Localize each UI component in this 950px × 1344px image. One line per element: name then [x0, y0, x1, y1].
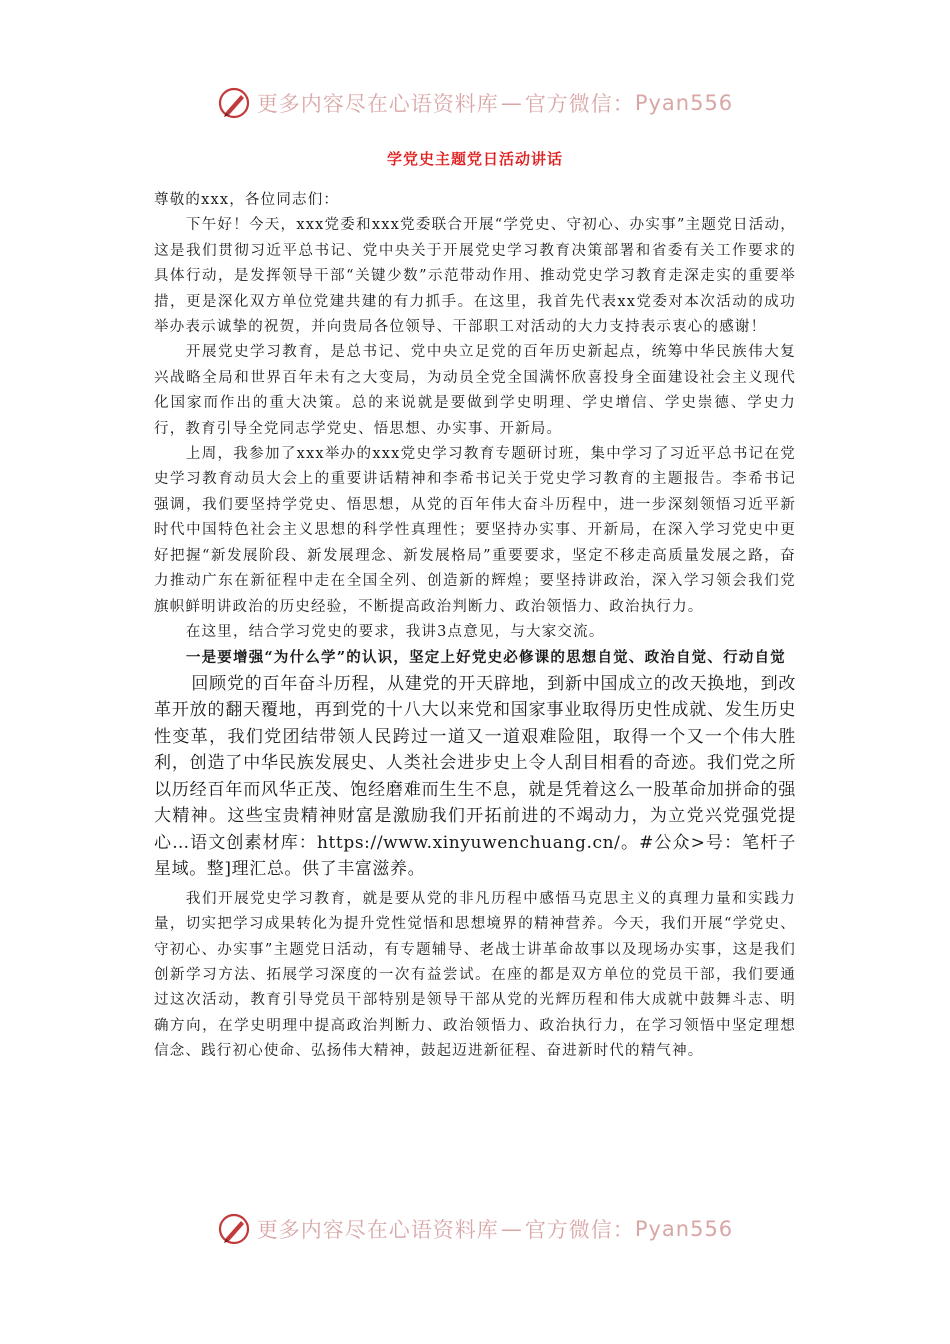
pen-circle-logo-icon — [217, 86, 251, 120]
paragraph-three-points: 在这里，结合学习党史的要求，我讲3点意见，与大家交流。 — [185, 623, 605, 640]
watermark-banner-bottom — [0, 1212, 950, 1246]
paragraph-seminar: 上周，我参加了xxx举办的xxx党史学习教育专题研讨班，集中学习了习近平总书记在党史学习教育动员大会上的重要讲话精神和李希书记关于党史学习教育的主题报告。李希书记强调，我们要坚持学党史、悟思想，从党的百年伟大奋斗历程中，进一步深刻领悟习近平新时代中国特色社会主义思想的科学性真理性；要坚持办实事、开新局，在深入学习党史中更好把握“新发展阶段、新发展理念、新发展格局”重要要求，坚定不移走高质量发展之路，奋力推动广东在新征程中走在全国全列、创造新的辉煌；要坚持讲政治，深入学习领会我们党旗帜鲜明讲政治的历史经验，不断提高政治判断力、政治领悟力、政治执行力。 — [154, 446, 796, 615]
watermark-contact-label: 官方微信： — [524, 92, 635, 116]
paragraph-history-review: 回顾党的百年奋斗历程，从建党的开天辟地，到新中国成立的改天换地，到改革开放的翻天覆地，再到党的十八大以来党和国家事业取得历史性成就、发生历史性变革，我们党团结带领人民跨过一道又一道艰难险阻，取得一个又一个伟大胜利，创造了中华民族发展史、人类社会进步史上令人刮目相看的奇迹。我们党之所以历经百年而风华正茂、饱经磨难而生生不息，就是凭着这么一股革命加拼命的强大精神。这些宝贵精神财富是激励我们开拓前进的不竭动力，为立党兴党强党提心…语文创素材库：https://www.xinyuwenchuang.cn/。#公众>号：笔杆子星域。整]理汇总。供了丰富滋养。 — [154, 673, 796, 880]
paragraph-greeting: 下午好！今天，xxx党委和xxx党委联合开展“学党史、守初心、办实事”主题党日活动，这是我们贯彻习近平总书记、党中央关于开展党史学习教育决策部署和省委有关工作要求的具体行动，是发挥领导干部“关键少数”示范带动作用、推动党史学习教育走深走实的重要举措，更是深化双方单位党建共建的有力抓手。在这里，我首先代表xx党委对本次活动的成功举办表示诚挚的祝贺，并向贵局各位领导、干部职工对活动的大力支持表示衷心的感谢！ — [154, 217, 796, 336]
watermark-contact-id: Pyan556 — [634, 1217, 734, 1241]
paragraph-significance: 开展党史学习教育，是总书记、党中央立足党的百年历史新起点，统筹中华民族伟大复兴战略全局和世界百年未有之大变局，为动员全党全国满怀欣喜投身全面建设社会主义现代化国家而作出的重大决策。总的来说就是要做到学史明理、学史增信、学史崇德、学史力行，教育引导全党同志学党史、悟思想、办实事、开新局。 — [154, 344, 796, 437]
watermark-separator: — — [500, 1217, 523, 1241]
watermark-text: 更多内容尽在心语资料库 — [256, 1218, 499, 1242]
watermark-separator: — — [500, 91, 523, 115]
document-body — [154, 188, 796, 1065]
watermark-banner-top — [0, 86, 950, 120]
watermark-contact-id: Pyan556 — [634, 91, 734, 115]
paragraph-study-education: 我们开展党史学习教育，就是要从党的非凡历程中感悟马克思主义的真理力量和实践力量，切实把学习成果转化为提升党性觉悟和思想境界的精神营养。今天，我们开展“学党史、守初心、办实事”主题党日活动，有专题辅导、老战士讲革命故事以及现场办实事，这是我们创新学习方法、拓展学习深度的一次有益尝试。在座的都是双方单位的党员干部，我们要通过这次活动，教育引导党员干部特别是领导干部从党的光辉历程和伟大成就中鼓舞斗志、明确方向，在学史明理中提高政治判断力、政治领悟力、政治执行力，在学习领悟中坚定理想信念、践行初心使命、弘扬伟大精神，鼓起迈进新征程、奋进新时代的精气神。 — [154, 890, 796, 1060]
watermark-text: 更多内容尽在心语资料库 — [256, 92, 499, 116]
salutation: 尊敬的xxx，各位同志们： — [154, 192, 340, 208]
document-title: 学党史主题党日活动讲话 — [386, 150, 563, 168]
watermark-contact-label: 官方微信： — [524, 1218, 635, 1242]
section-heading-one: 一是要增强“为什么学”的认识，坚定上好党史必修课的思想自觉、政治自觉、行动自觉 — [185, 649, 786, 667]
pen-circle-logo-icon — [217, 1212, 251, 1246]
